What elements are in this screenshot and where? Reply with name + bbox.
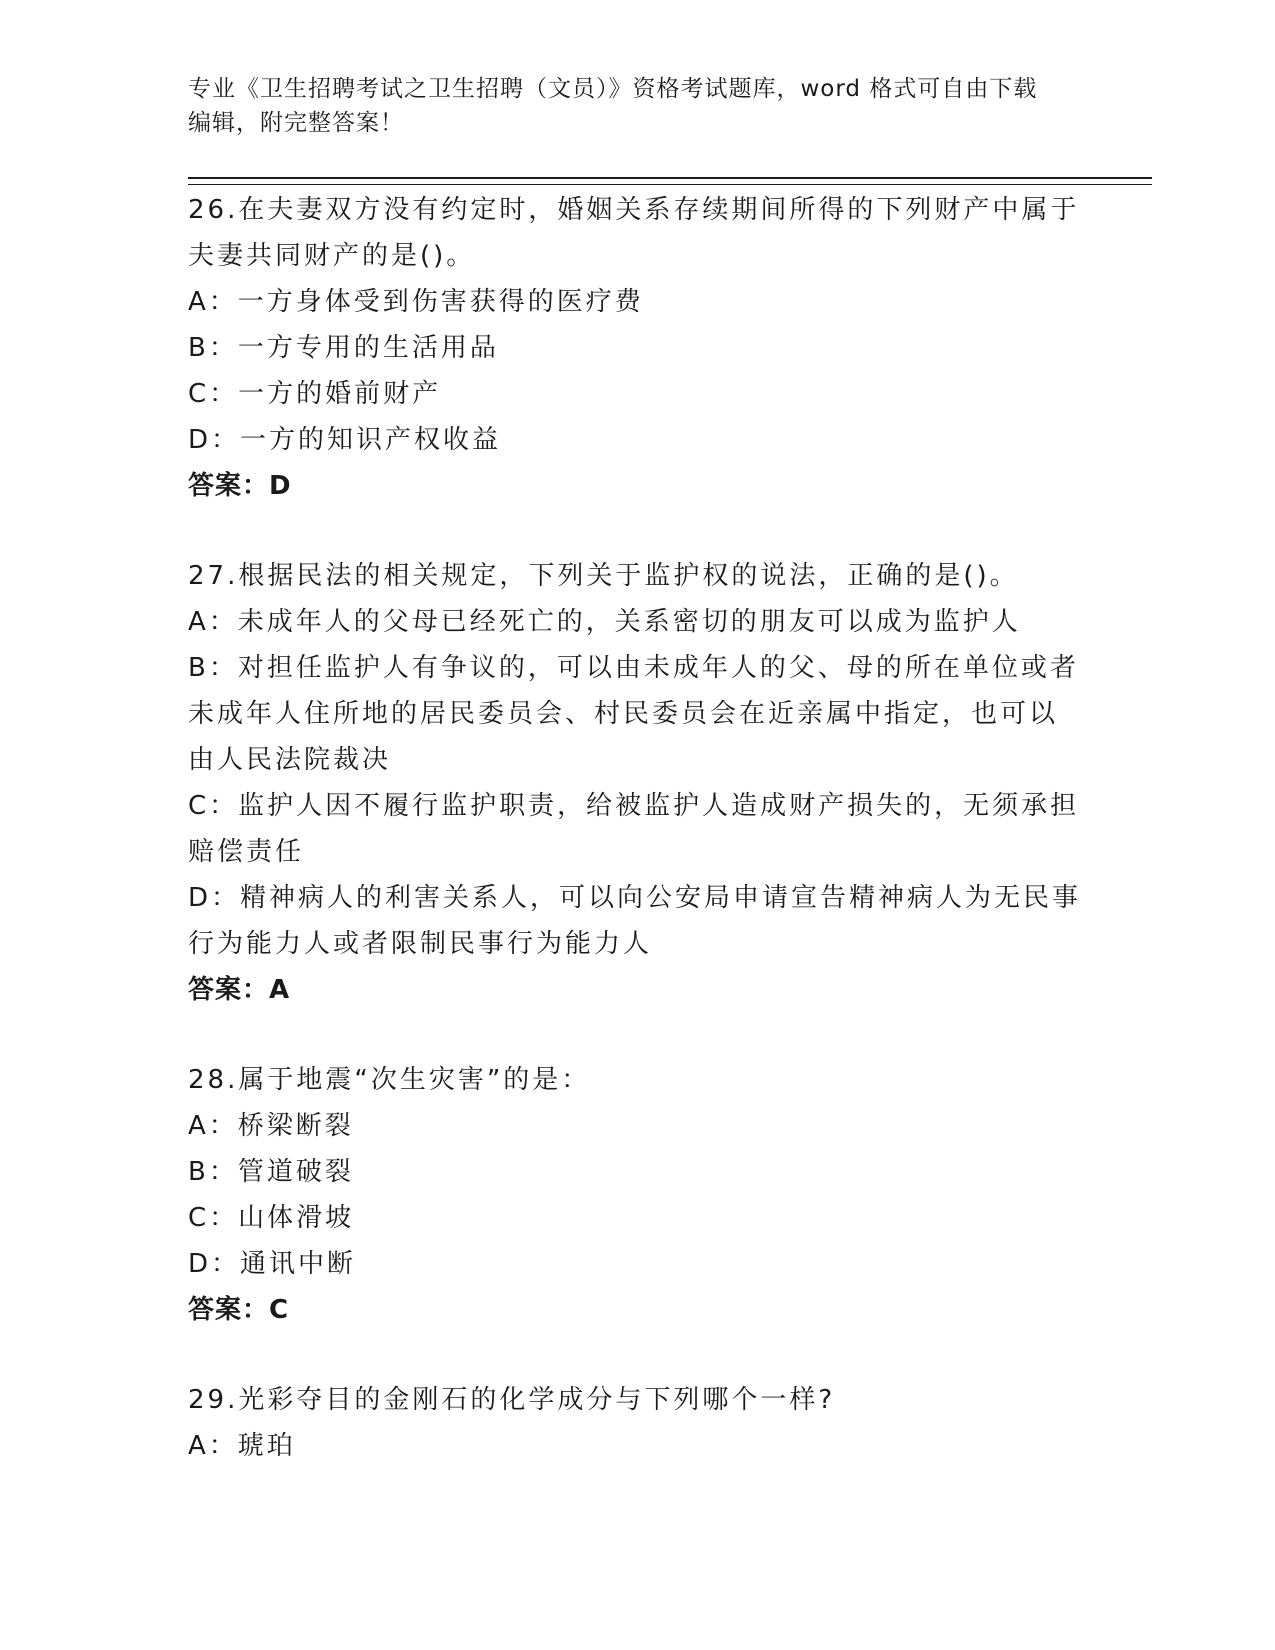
answer-line: 答案：A — [188, 975, 291, 1005]
question-block — [188, 1377, 1088, 1469]
question-stem-line: 夫妻共同财产的是()。 — [188, 241, 476, 271]
option-line: C：山体滑坡 — [188, 1203, 355, 1233]
option-line: A：桥梁断裂 — [188, 1111, 354, 1141]
option-line: 行为能力人或者限制民事行为能力人 — [188, 929, 653, 959]
option-line: D：一方的知识产权收益 — [188, 425, 502, 455]
option-line: D：通讯中断 — [188, 1249, 357, 1279]
question-stem-line: 28.属于地震“次生灾害”的是： — [188, 1065, 591, 1095]
question-block — [188, 187, 1088, 509]
option-line: A：琥珀 — [188, 1431, 296, 1461]
question-stem-line: 29.光彩夺目的金刚石的化学成分与下列哪个一样? — [188, 1385, 836, 1415]
header-line-1: 专业《卫生招聘考试之卫生招聘（文员）》资格考试题库，word 格式可自由下载 — [188, 76, 1038, 102]
document-header — [188, 72, 1088, 140]
option-line: B：管道破裂 — [188, 1157, 354, 1187]
header-line-2: 编辑，附完整答案！ — [188, 110, 404, 136]
option-line: C：一方的婚前财产 — [188, 379, 442, 409]
option-line: C：监护人因不履行监护职责，给被监护人造成财产损失的，无须承担 — [188, 791, 1080, 821]
option-line: A：一方身体受到伤害获得的医疗费 — [188, 287, 644, 317]
header-divider — [188, 177, 1152, 185]
question-block — [188, 553, 1088, 1013]
option-line: A：未成年人的父母已经死亡的，关系密切的朋友可以成为监护人 — [188, 607, 1021, 637]
question-list — [188, 187, 1088, 1513]
option-line: B：一方专用的生活用品 — [188, 333, 499, 363]
option-line: 由人民法院裁决 — [188, 745, 392, 775]
option-line: B：对担任监护人有争议的，可以由未成年人的父、母的所在单位或者 — [188, 653, 1079, 683]
option-line: 未成年人住所地的居民委员会、村民委员会在近亲属中指定，也可以 — [188, 699, 1059, 729]
option-line: 赔偿责任 — [188, 837, 305, 867]
question-stem-line: 27.根据民法的相关规定，下列关于监护权的说法，正确的是()。 — [188, 561, 1019, 591]
answer-line: 答案：D — [188, 471, 292, 501]
option-line: D：精神病人的利害关系人，可以向公安局申请宣告精神病人为无民事 — [188, 883, 1082, 913]
question-block — [188, 1057, 1088, 1333]
answer-line: 答案：C — [188, 1295, 290, 1325]
question-stem-line: 26.在夫妻双方没有约定时，婚姻关系存续期间所得的下列财产中属于 — [188, 195, 1080, 225]
